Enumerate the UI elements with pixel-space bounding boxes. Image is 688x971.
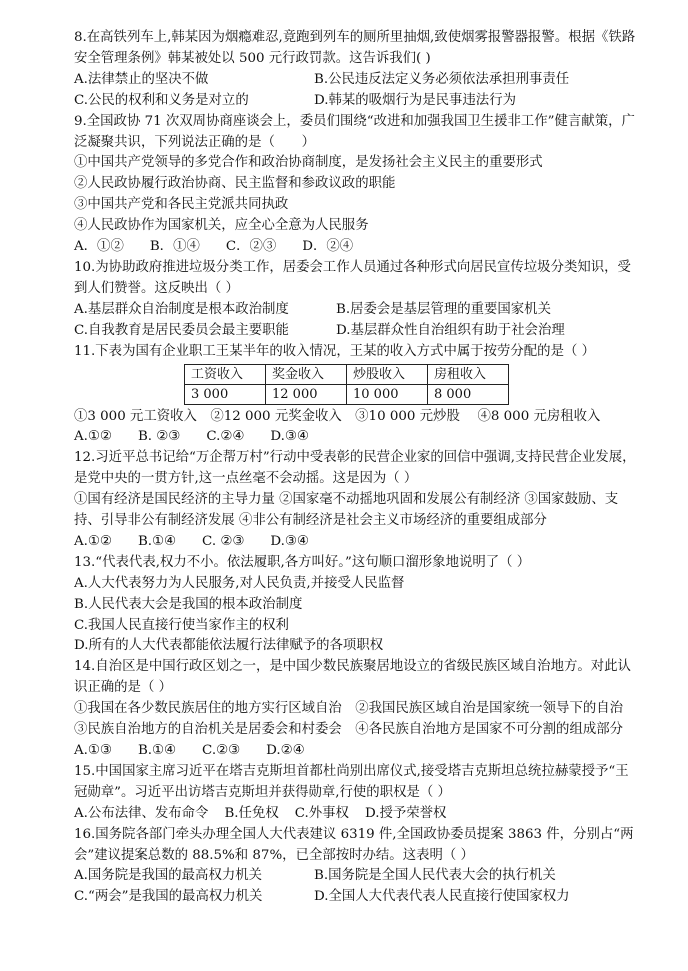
question-stem: 8.在高铁列车上,韩某因为烟瘾难忍,竟跑到列车的厕所里抽烟,致使烟雾报警器报警。根据《铁路安全管理条例》韩某被处以 500 元行政罚款。这告诉我们( )	[74, 30, 636, 66]
option-a: A.①②	[74, 429, 112, 445]
table-header-cell: 工资收入	[185, 364, 266, 384]
question-13	[74, 553, 642, 658]
option-a: A.法律禁止的坚决不做	[74, 71, 209, 87]
option-b: B．①④	[149, 239, 200, 255]
options-row	[74, 866, 642, 887]
option-d: D．②④	[302, 239, 354, 255]
option-d: D.②④	[266, 743, 305, 758]
options-row	[74, 91, 642, 112]
statements-line: ①3 000 元工资收入 ②12 000 元奖金收入 ③10 000 元炒股 ④8 000 元房租收入	[74, 408, 601, 424]
option-c: C.“两会”是我国的最高权力机关	[74, 889, 263, 905]
option-d: D.基层群众性自治组织有助于社会治理	[336, 322, 565, 338]
option-b: B.公民违反法定义务必须依法承担刑事责任	[314, 71, 570, 87]
option-d: D.③④	[270, 429, 309, 445]
table-header-row	[185, 364, 509, 384]
option-b: B.居委会是基层管理的重要国家机关	[336, 301, 551, 317]
option-a: A.基层群众自治制度是根本政治制度	[74, 301, 289, 317]
statement-1: ①中国共产党领导的多党合作和政治协商制度，是发扬社会主义民主的重要形式	[74, 155, 543, 171]
table-cell: 8 000	[428, 384, 509, 404]
options-row	[74, 70, 642, 91]
option-a: A.①②	[74, 533, 112, 549]
table-header-cell: 炒股收入	[347, 364, 428, 384]
option-a: A.人大代表努力为人民服务,对人民负责,并接受人民监督	[74, 575, 405, 591]
question-12	[74, 448, 642, 553]
statements-paragraph: ①我国在各少数民族居住的地方实行区域自治 ②我国民族区域自治是国家统一领导下的自治 ③民族自治地方的自治机关是居委会和村委会 ④各民族自治地方是国家不可分割的组成部分	[74, 701, 637, 738]
option-c: C.自我教育是居民委员会最主要职能	[74, 322, 289, 338]
option-b: B.任免权	[224, 805, 279, 821]
question-stem: 12.习近平总书记给“万企帮万村”行动中受表彰的民营企业家的回信中强调,支持民营企业发展，是党中央的一贯方针,这一点丝毫不会动摇。这是因为（ ）	[74, 450, 636, 487]
question-8	[74, 28, 642, 112]
statement-3: ③中国共产党和各民主党派共同执政	[74, 197, 289, 213]
options-row	[74, 237, 642, 258]
options-row	[74, 741, 642, 762]
question-stem: 16.国务院各部门牵头办理全国人大代表建议 6319 件,全国政协委员提案 3863 件，分别占“两会”建议提案总数的 88.5%和 87%，已全部按时办结。这表明（ ）	[74, 826, 634, 863]
question-stem: 10.为协助政府推进垃圾分类工作，居委会工作人员通过各种形式向居民宣传垃圾分类知识，受到人们赞誉。这反映出（ ）	[74, 259, 631, 296]
option-c: C.外事权	[294, 805, 349, 821]
question-15	[74, 762, 642, 825]
option-b: B.人民代表大会是我国的根本政治制度	[74, 596, 303, 612]
table-header-cell: 奖金收入	[266, 364, 347, 384]
question-stem: 11.下表为国有企业职工王某半年的收入情况，王某的收入方式中属于按劳分配的是（ ）	[74, 343, 596, 359]
option-a: A.国务院是我国的最高权力机关	[74, 868, 263, 884]
question-stem: 14.自治区是中国行政区划之一，是中国少数民族聚居地设立的省级民族区域自治地方。对此认识正确的是（ ）	[74, 659, 631, 696]
question-14	[74, 657, 642, 762]
option-d: D.所有的人大代表都能依法履行法律赋予的各项职权	[74, 638, 384, 654]
statement-2: ②人民政协履行政治协商、民主监督和参政议政的职能	[74, 176, 396, 192]
option-b: B.国务院是全国人民代表大会的执行机关	[314, 868, 556, 884]
option-b: B.①④	[137, 533, 177, 549]
option-d: D.③④	[270, 533, 309, 549]
option-c: C.②③	[202, 743, 241, 758]
option-c: C.公民的权利和义务是对立的	[74, 92, 249, 108]
options-row	[74, 887, 642, 908]
question-9	[74, 112, 642, 258]
option-a: A．①②	[74, 239, 124, 255]
options-row	[74, 300, 642, 321]
option-c: C. ②③	[202, 533, 245, 549]
question-10	[74, 258, 642, 342]
table-cell: 12 000	[266, 384, 347, 404]
question-11	[74, 342, 642, 449]
option-b: B.①④	[137, 743, 177, 758]
option-c: C.我国人民直接行使当家作主的权利	[74, 617, 289, 633]
statements-paragraph: ①国有经济是国民经济的主导力量 ②国家毫不动摇地巩固和发展公有制经济 ③国家鼓励、支持、引导非公有制经济发展 ④非公有制经济是社会主义市场经济的重要组成部分	[74, 492, 619, 529]
option-b: B. ②③	[137, 429, 181, 445]
option-d: D.全国人大代表代表人民直接行使国家权力	[314, 889, 570, 905]
table-cell: 10 000	[347, 384, 428, 404]
option-d: D.韩某的吸烟行为是民事违法行为	[314, 92, 516, 108]
statement-4: ④人民政协作为国家机关，应全心全意为人民服务	[74, 218, 369, 234]
table-row	[185, 384, 509, 404]
options-row	[74, 427, 642, 448]
option-d: D.授予荣誉权	[364, 805, 447, 821]
income-table	[184, 364, 509, 405]
table-cell: 3 000	[185, 384, 266, 404]
options-row	[74, 321, 642, 342]
option-c: C．②③	[225, 239, 277, 255]
option-c: C.②④	[206, 429, 245, 445]
question-stem: 13.“代表代表,权力不小。依法履职,各方叫好。”这句顺口溜形象地说明了（ ）	[74, 554, 531, 570]
question-16	[74, 825, 642, 909]
options-row	[74, 804, 642, 825]
question-stem: 9.全国政协 71 次双周协商座谈会上，委员们围绕“改进和加强我国卫生援非工作”健言献策，广泛凝聚共识，下列说法正确的是（ ）	[74, 113, 635, 150]
option-a: A.公布法律、发布命令	[74, 805, 209, 821]
option-a: A.①③	[74, 743, 112, 758]
question-stem: 15.中国国家主席习近平在塔吉克斯坦首都杜尚别出席仪式,接受塔吉克斯坦总统拉赫蒙授予“王冠勋章”。习近平出访塔吉克斯坦并获得勋章,行使的职权是（ ）	[74, 763, 629, 800]
options-row	[74, 532, 642, 553]
table-header-cell: 房租收入	[428, 364, 509, 384]
